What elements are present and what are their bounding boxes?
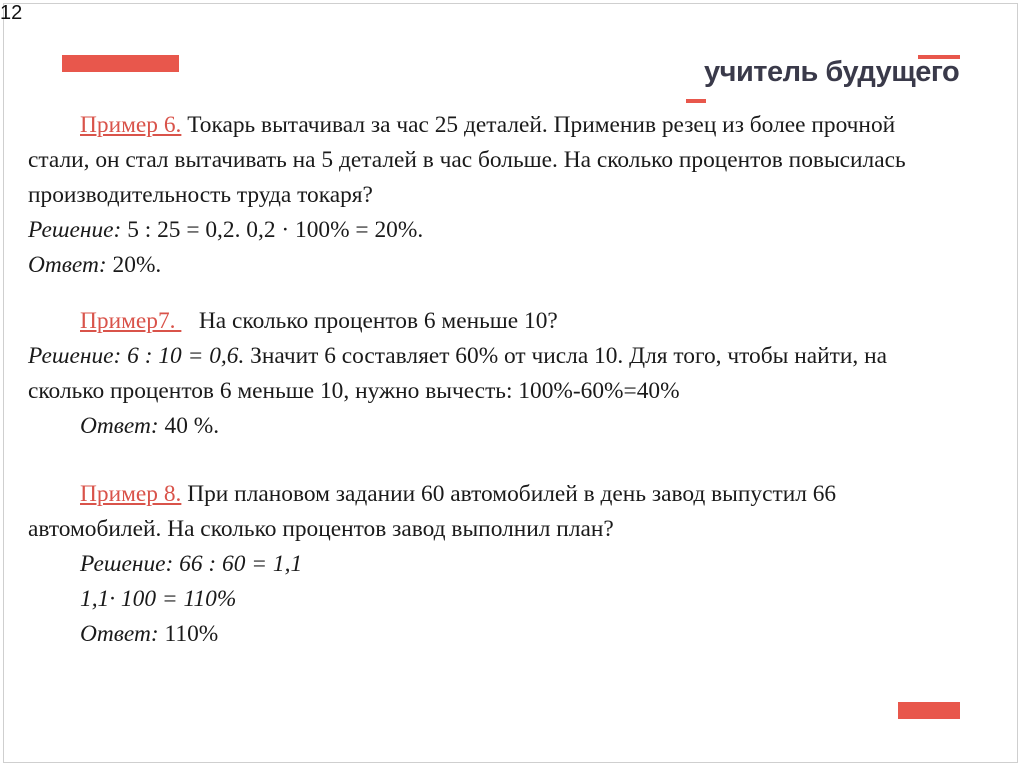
example6-answer [28, 248, 998, 283]
example6-line1 [28, 108, 998, 143]
example7-solution-line2: сколько процентов 6 меньше 10, нужно вычесть: 100%-60%=40% [28, 378, 680, 404]
example6-solution-text: 5 : 25 = 0,2. 0,2 · 100% = 20%. [121, 217, 424, 243]
example8-answer-label: Ответ: [80, 621, 159, 647]
example7-question: На сколько процентов 6 меньше 10? [181, 308, 558, 334]
example7-answer [28, 409, 998, 444]
logo-accent-line-bottom [686, 99, 706, 103]
example8-text-line1: При плановом задании 60 автомобилей в день завод выпустил 66 [181, 481, 837, 507]
slide-content [28, 108, 998, 652]
example6-text-line2: стали, он стал вытачивать на 5 деталей в час больше. На сколько процентов повысилась [28, 147, 906, 173]
example6-label: Пример 6. [80, 112, 182, 138]
example8-text-line2: автомобилей. На сколько процентов завод выполнил план? [28, 516, 614, 542]
example8-label: Пример 8. [80, 481, 182, 507]
example6-answer-text: 20%. [106, 252, 162, 278]
example7-question-line [28, 304, 998, 339]
example7-solution [28, 339, 998, 374]
example6-text-line1: Токарь вытачивал за час 25 деталей. Применив резец из более прочной [181, 112, 896, 138]
example8-line1 [28, 477, 998, 512]
example6-text-line3: производительность труда токаря? [28, 182, 373, 208]
example7-label: Пример7. [80, 308, 182, 334]
example8-solution-line1: Решение: 66 : 60 = 1,1 [80, 551, 303, 577]
logo-text: учитель будущего [704, 56, 960, 88]
example7-solution-text: Значит 6 составляет 60% от числа 10. Для того, чтобы найти, на [244, 343, 887, 369]
logo [686, 52, 964, 108]
accent-bar-bottom [898, 702, 960, 719]
example7-answer-label: Ответ: [80, 413, 159, 439]
example6-solution [28, 213, 998, 248]
example7-solution-label: Решение: 6 : 10 = 0,6. [28, 343, 245, 369]
example6-solution-label: Решение: [28, 217, 122, 243]
page-number: 12 [0, 2, 23, 24]
example8-answer [28, 617, 998, 652]
example8-answer-text: 110% [158, 621, 219, 647]
example6-answer-label: Ответ: [28, 252, 107, 278]
accent-bar-top [62, 55, 179, 72]
example8-solution-line2: 1,1· 100 = 110% [80, 586, 237, 612]
example7-answer-text: 40 %. [158, 413, 220, 439]
